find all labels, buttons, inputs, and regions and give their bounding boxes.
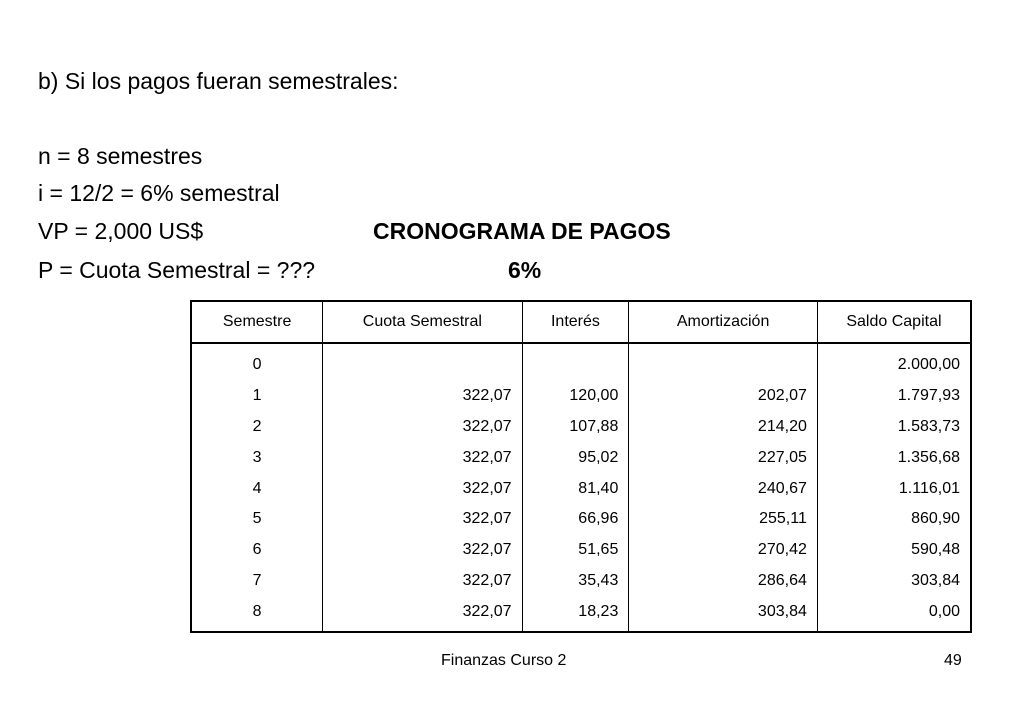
table-row <box>191 473 971 504</box>
cell-amortizacion: 255,11 <box>629 504 818 535</box>
cell-cuota: 322,07 <box>323 504 522 535</box>
cell-semestre: 1 <box>191 381 323 412</box>
table-row <box>191 343 971 381</box>
cell-amortizacion: 214,20 <box>629 412 818 443</box>
footer-page-number: 49 <box>944 652 962 669</box>
cell-saldo: 1.116,01 <box>817 473 971 504</box>
table-row <box>191 442 971 473</box>
cell-interes: 66,96 <box>522 504 629 535</box>
i-line: i = 12/2 = 6% semestral <box>38 180 280 206</box>
table-row <box>191 504 971 535</box>
cell-saldo: 2.000,00 <box>817 343 971 381</box>
cell-semestre: 4 <box>191 473 323 504</box>
cell-interes <box>522 343 629 381</box>
cell-semestre: 3 <box>191 442 323 473</box>
cell-interes: 18,23 <box>522 596 629 632</box>
cell-semestre: 7 <box>191 566 323 597</box>
cell-interes: 81,40 <box>522 473 629 504</box>
cell-semestre: 2 <box>191 412 323 443</box>
footer-course: Finanzas Curso 2 <box>441 652 567 669</box>
cell-interes: 120,00 <box>522 381 629 412</box>
header-amortizacion: Amortización <box>629 301 818 343</box>
cell-interes: 95,02 <box>522 442 629 473</box>
cell-amortizacion: 240,67 <box>629 473 818 504</box>
cell-saldo: 1.583,73 <box>817 412 971 443</box>
table-row <box>191 566 971 597</box>
cell-amortizacion: 202,07 <box>629 381 818 412</box>
cell-amortizacion <box>629 343 818 381</box>
cell-semestre: 8 <box>191 596 323 632</box>
cell-cuota: 322,07 <box>323 473 522 504</box>
cell-saldo: 590,48 <box>817 535 971 566</box>
schedule-title: CRONOGRAMA DE PAGOS <box>373 218 671 244</box>
vp-line: VP = 2,000 US$ <box>38 218 204 244</box>
cell-amortizacion: 270,42 <box>629 535 818 566</box>
table-row <box>191 596 971 632</box>
table-row <box>191 412 971 443</box>
cell-semestre: 6 <box>191 535 323 566</box>
cell-saldo: 1.797,93 <box>817 381 971 412</box>
p-line: P = Cuota Semestral = ??? <box>38 257 316 283</box>
rate-label: 6% <box>508 257 542 283</box>
cell-cuota: 322,07 <box>323 442 522 473</box>
payment-schedule-table <box>190 300 972 633</box>
cell-interes: 107,88 <box>522 412 629 443</box>
cell-saldo: 0,00 <box>817 596 971 632</box>
cell-amortizacion: 227,05 <box>629 442 818 473</box>
cell-semestre: 0 <box>191 343 323 381</box>
table-row <box>191 535 971 566</box>
cell-cuota: 322,07 <box>323 412 522 443</box>
cell-interes: 35,43 <box>522 566 629 597</box>
header-cuota: Cuota Semestral <box>323 301 522 343</box>
cell-cuota: 322,07 <box>323 535 522 566</box>
cell-amortizacion: 286,64 <box>629 566 818 597</box>
cell-cuota <box>323 343 522 381</box>
cell-cuota: 322,07 <box>323 566 522 597</box>
cell-amortizacion: 303,84 <box>629 596 818 632</box>
header-interes: Interés <box>522 301 629 343</box>
n-line: n = 8 semestres <box>38 143 203 169</box>
cell-saldo: 1.356,68 <box>817 442 971 473</box>
cell-cuota: 322,07 <box>323 381 522 412</box>
header-semestre: Semestre <box>191 301 323 343</box>
heading: b) Si los pagos fueran semestrales: <box>38 68 399 94</box>
table-row <box>191 381 971 412</box>
cell-cuota: 322,07 <box>323 596 522 632</box>
cell-saldo: 303,84 <box>817 566 971 597</box>
cell-interes: 51,65 <box>522 535 629 566</box>
table-header-row <box>191 301 971 343</box>
cell-saldo: 860,90 <box>817 504 971 535</box>
cell-semestre: 5 <box>191 504 323 535</box>
header-saldo: Saldo Capital <box>817 301 971 343</box>
